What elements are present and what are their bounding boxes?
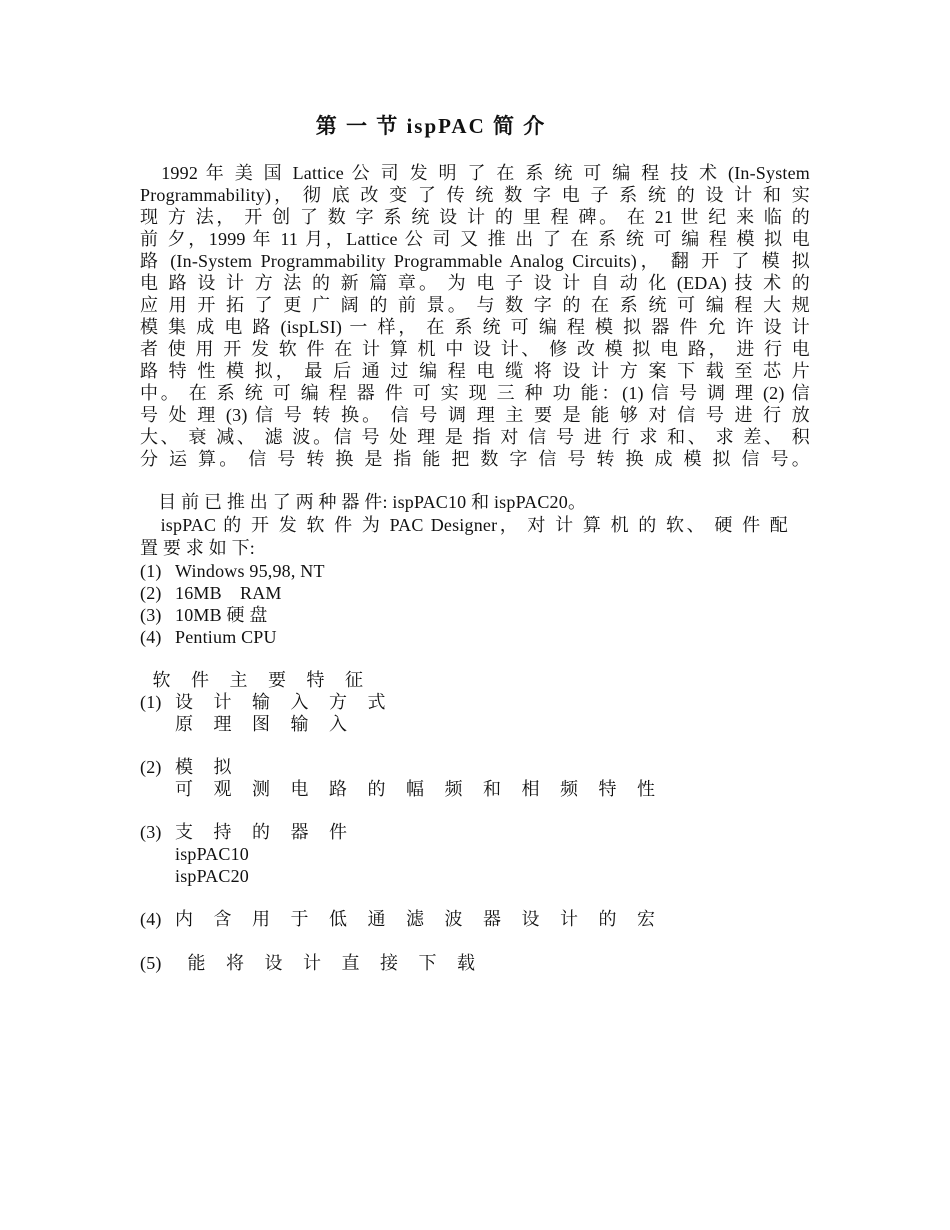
feature-number: (4) [140,909,162,929]
feature-number: (5) [140,953,162,973]
intro-line: 路 特 性 模 拟， 最 后 通 过 编 程 电 缆 将 设 计 方 案 下 载 至 芯 片 [140,361,810,381]
requirement-item [140,626,277,648]
requirement-number: (3) [140,605,162,625]
feature-title: 支 持 的 器 件 [175,822,355,842]
feature-item [140,952,483,974]
intro-line: 应 用 开 拓 了 更 广 阔 的 前 景。 与 数 字 的 在 系 统 可 编 程 大 规 [140,295,810,315]
feature-detail: 原 理 图 输 入 [175,714,355,734]
feature-item [140,908,663,930]
intro-line: 号 处 理 (3) 信 号 转 换。 信 号 调 理 主 要 是 能 够 对 信 号 进 行 放 [140,405,810,425]
intro-line: 中。 在 系 统 可 编 程 器 件 可 实 现 三 种 功 能：(1) 信 号 调 理 (2) 信 [140,383,810,403]
feature-detail: ispPAC20 [175,866,249,886]
intro-line: Programmability)， 彻 底 改 变 了 传 统 数 字 电 子 系 统 的 设 计 和 实 [140,185,810,205]
feature-number: (2) [140,757,162,777]
feature-title: 能 将 设 计 直 接 下 载 [175,953,483,973]
feature-number: (1) [140,692,162,712]
requirement-item [140,604,268,626]
section-title: 第 一 节 ispPAC 简 介 [315,114,547,138]
feature-item [140,691,394,713]
feature-title: 设 计 输 入 方 式 [175,692,394,712]
intro-line: 分 运 算。 信 号 转 换 是 指 能 把 数 字 信 号 转 换 成 模 拟 信 号。 [140,449,810,469]
feature-item [140,756,240,778]
feature-title: 内 含 用 于 低 通 滤 波 器 设 计 的 宏 [175,909,663,929]
feature-detail: ispPAC10 [175,844,249,864]
devices-line: 目 前 已 推 出 了 两 种 器 件: ispPAC10 和 ispPAC20。 [140,492,587,512]
feature-item [140,821,355,843]
features-heading: 软 件 主 要 特 征 [140,670,371,690]
requirement-number: (4) [140,627,162,647]
intro-line: 模 集 成 电 路 (ispLSI) 一 样， 在 系 统 可 编 程 模 拟 器 件 允 许 设 计 [140,317,810,337]
intro-line: 前 夕，1999 年 11 月，Lattice 公 司 又 推 出 了 在 系 统 可 编 程 模 拟 电 [140,229,810,249]
designer-line: ispPAC 的 开 发 软 件 为 PAC Designer， 对 计 算 机 的 软、 硬 件 配 [140,515,788,535]
requirement-text: Pentium CPU [175,627,277,647]
requirement-item [140,560,325,582]
requirement-number: (1) [140,561,162,581]
feature-detail: 可 观 测 电 路 的 幅 频 和 相 频 特 性 [175,779,663,799]
intro-line: 者 使 用 开 发 软 件 在 计 算 机 中 设 计、 修 改 模 拟 电 路， 进 行 电 [140,339,810,359]
intro-line: 现 方 法， 开 创 了 数 字 系 统 设 计 的 里 程 碑。 在 21 世 纪 来 临 的 [140,207,810,227]
intro-line: 1992 年 美 国 Lattice 公 司 发 明 了 在 系 统 可 编 程 技 术 (In-System [140,163,810,183]
requirement-text: Windows 95,98, NT [175,561,325,581]
intro-line: 大、 衰 减、 滤 波。信 号 处 理 是 指 对 信 号 进 行 求 和、 求 差、 积 [140,427,810,447]
requirement-number: (2) [140,583,162,603]
requirement-text: 10MB 硬 盘 [175,605,268,625]
designer-line: 置 要 求 如 下: [140,538,256,558]
feature-number: (3) [140,822,162,842]
requirement-text: 16MB RAM [175,583,282,603]
intro-line: 电 路 设 计 方 法 的 新 篇 章。 为 电 子 设 计 自 动 化 (EDA) 技 术 的 [140,273,810,293]
feature-title: 模 拟 [175,757,240,777]
intro-line: 路 (In-System Programmability Programmable Analog Circuits)， 翻 开 了 模 拟 [140,251,810,271]
requirement-item [140,582,282,604]
